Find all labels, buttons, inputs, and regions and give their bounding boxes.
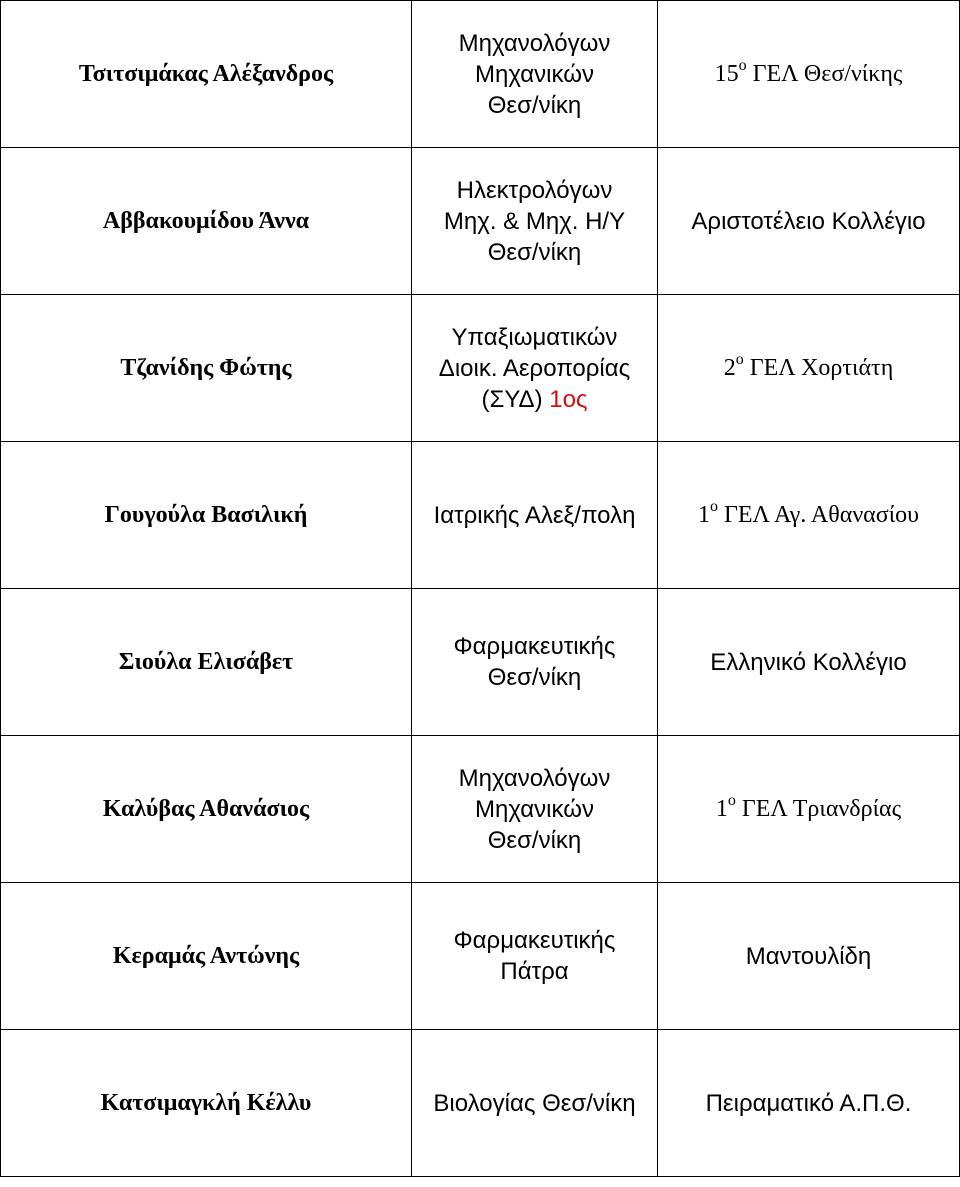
table-row <box>1 736 960 883</box>
school-cell <box>658 589 960 736</box>
department-line: Μηχανικών <box>475 795 594 823</box>
department-line: Μηχ. & Μηχ. Η/Υ <box>443 207 626 235</box>
ordinal-superscript: ο <box>735 350 744 368</box>
department-cell <box>412 295 658 442</box>
department-cell <box>412 148 658 295</box>
school-number: 1 <box>697 501 710 528</box>
department-line: Μηχανολόγων <box>458 764 611 792</box>
school-cell <box>658 442 960 589</box>
student-name: Τσιτσιμάκας Αλέξανδρος <box>1 1 412 148</box>
department-line: Διοικ. Αεροπορίας <box>438 354 631 382</box>
school-name: Ελληνικό Κολλέγιο <box>710 648 907 676</box>
department-cell <box>412 736 658 883</box>
school-cell <box>658 1030 960 1177</box>
department-cell <box>412 1030 658 1177</box>
student-name: Κατσιμαγκλή Κέλλυ <box>1 1030 412 1177</box>
ordinal-superscript: ο <box>738 56 747 74</box>
table-row <box>1 1 960 148</box>
ordinal-superscript: ο <box>709 497 718 515</box>
department-line: Φαρμακευτικής <box>453 927 616 954</box>
student-name: Αββακουμίδου Άννα <box>1 148 412 295</box>
table-row <box>1 148 960 295</box>
school-cell <box>658 148 960 295</box>
department-line: Μηχανολόγων <box>458 29 611 57</box>
student-name: Τζανίδης Φώτης <box>1 295 412 442</box>
department-line: Θεσ/νίκη <box>487 238 582 266</box>
department-line: Υπαξιωματικών <box>451 323 618 351</box>
school-cell <box>658 1 960 148</box>
department-cell <box>412 883 658 1030</box>
school-name: ΓΕΛ Τριανδρίας <box>735 795 902 822</box>
department-line: Ιατρικής Αλεξ/πολη <box>433 501 636 529</box>
department-line: Μηχανικών <box>475 60 594 88</box>
student-name: Σιούλα Ελισάβετ <box>1 589 412 736</box>
school-cell <box>658 883 960 1030</box>
student-name: Κεραμάς Αντώνης <box>1 883 412 1030</box>
table-row <box>1 1030 960 1177</box>
department-line: Ηλεκτρολόγων <box>456 176 613 204</box>
school-cell <box>658 736 960 883</box>
table-row <box>1 883 960 1030</box>
ordinal-superscript: ο <box>727 791 736 809</box>
department-line <box>418 384 651 415</box>
department-line: Πάτρα <box>500 958 569 985</box>
school-name: Αριστοτέλειο Κολλέγιο <box>691 207 926 235</box>
department-text: (ΣΥΔ) <box>481 385 543 413</box>
school-name: ΓΕΛ Θεσ/νίκης <box>746 60 903 87</box>
school-name: ΓΕΛ Χορτιάτη <box>743 354 894 381</box>
department-line: Θεσ/νίκη <box>487 91 582 119</box>
department-cell <box>412 1 658 148</box>
school-name: Μαντουλίδη <box>745 942 872 970</box>
student-name: Γουγούλα Βασιλική <box>1 442 412 589</box>
table-row <box>1 589 960 736</box>
department-line: Βιολογίας Θεσ/νίκη <box>433 1089 636 1117</box>
school-number: 2 <box>723 354 736 381</box>
table-row <box>1 442 960 589</box>
department-line: Θεσ/νίκη <box>487 826 582 854</box>
department-cell <box>412 442 658 589</box>
school-number: 15 <box>714 60 739 87</box>
school-number: 1 <box>715 795 728 822</box>
rank-highlight: 1ος <box>549 385 588 413</box>
student-name: Καλύβας Αθανάσιος <box>1 736 412 883</box>
department-cell <box>412 589 658 736</box>
school-name: ΓΕΛ Αγ. Αθανασίου <box>717 501 920 528</box>
table-row <box>1 295 960 442</box>
school-name: Πειραματικό Α.Π.Θ. <box>705 1089 912 1117</box>
department-line: Φαρμακευτικής <box>453 633 616 660</box>
school-cell <box>658 295 960 442</box>
department-line: Θεσ/νίκη <box>487 664 582 691</box>
